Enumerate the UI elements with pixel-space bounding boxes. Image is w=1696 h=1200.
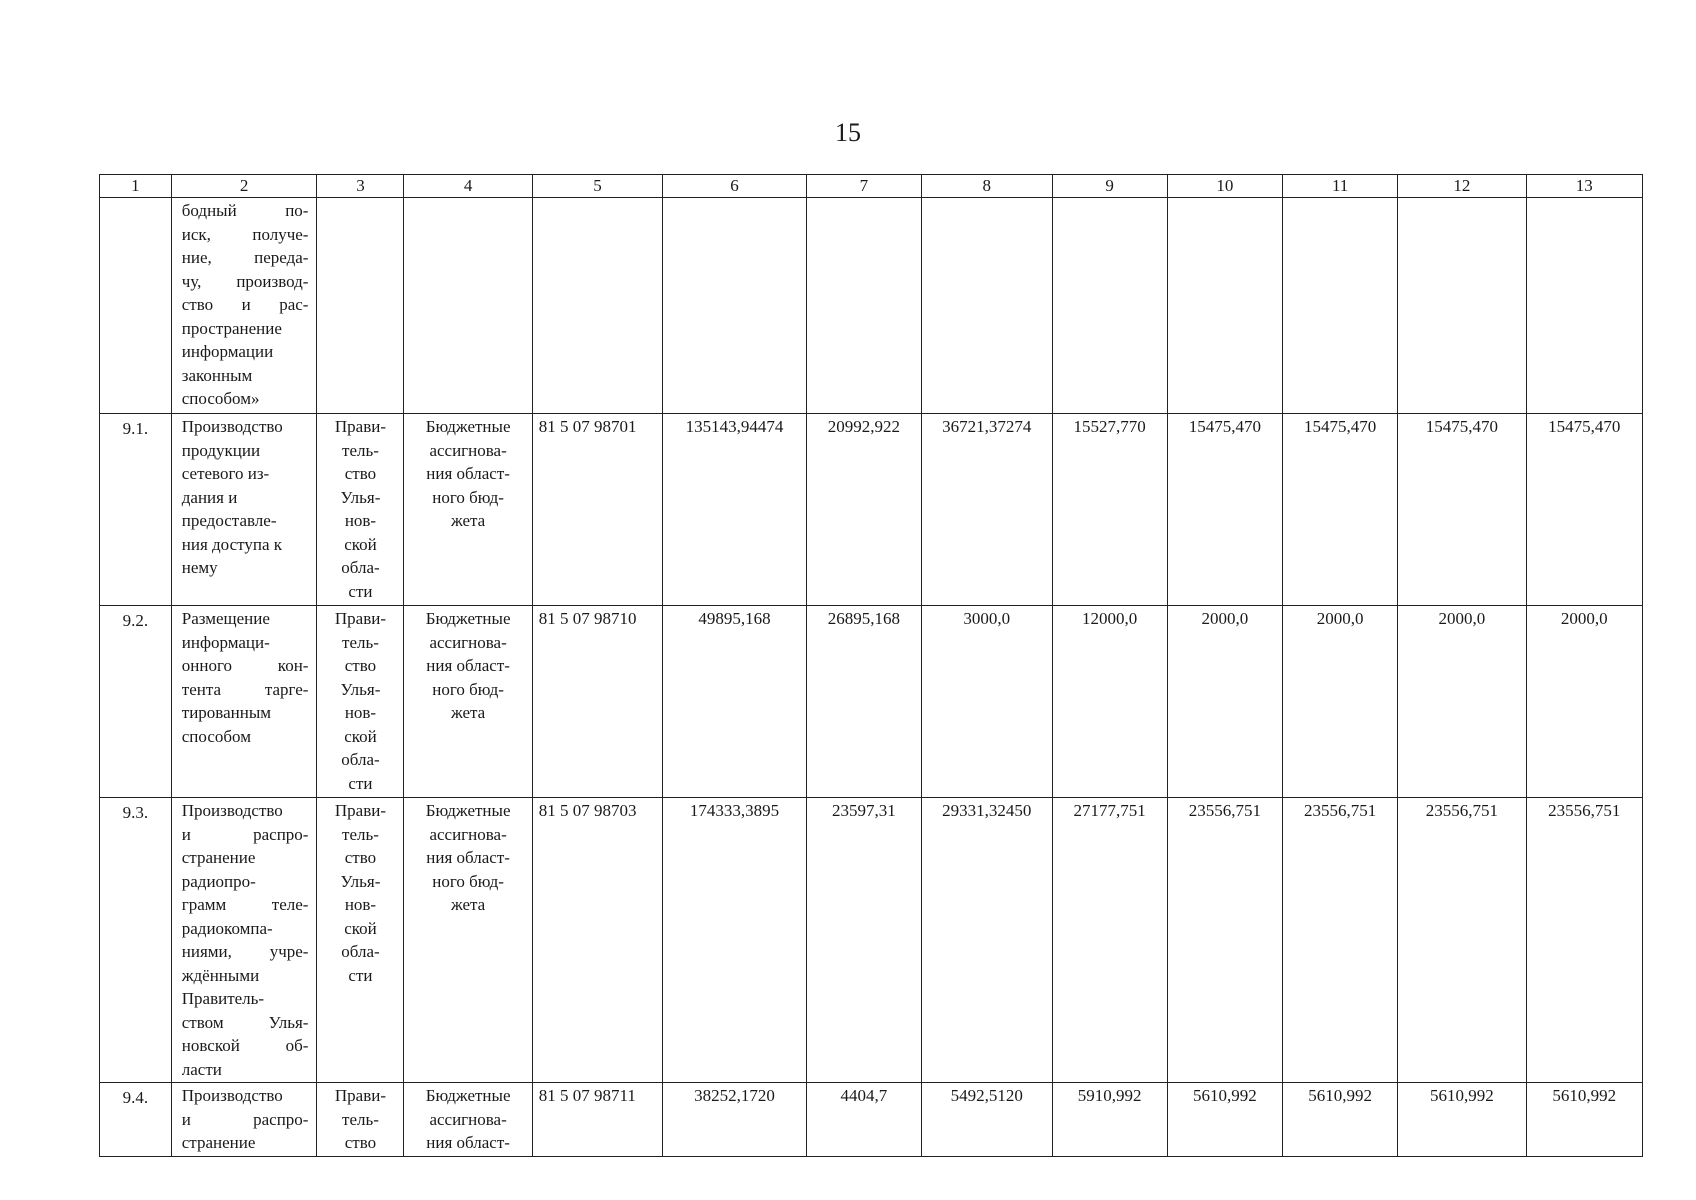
value-cell: 15475,470 <box>1398 414 1526 606</box>
index-cell: 9.3. <box>100 798 172 1083</box>
source-line: жета <box>450 895 486 914</box>
responsible-line: тель- <box>342 440 379 460</box>
responsible-cell <box>317 798 404 1083</box>
description-cell <box>171 414 317 606</box>
value-cell: 15475,470 <box>1167 414 1282 606</box>
responsible-line: ство <box>344 848 377 867</box>
table-row-9-3 <box>100 798 1643 1083</box>
description-cell <box>171 798 317 1083</box>
responsible-line: сти <box>348 773 373 793</box>
source-line: ния област- <box>426 656 510 675</box>
responsible-line: Прави- <box>334 801 387 820</box>
value-cell: 5910,992 <box>1052 1083 1167 1157</box>
index-cell: 9.2. <box>100 606 172 798</box>
column-header: 13 <box>1526 175 1642 198</box>
value-cell: 15527,770 <box>1052 414 1167 606</box>
value-cell: 38252,1720 <box>663 1083 807 1157</box>
value-cell: 3000,0 <box>922 606 1052 798</box>
description-line: тента тарге- <box>181 679 309 699</box>
value-cell <box>806 198 921 414</box>
index-cell: 9.4. <box>100 1083 172 1157</box>
column-header: 4 <box>404 175 532 198</box>
description-line: способом <box>181 726 251 746</box>
source-line: жета <box>450 511 486 530</box>
description-cell <box>171 606 317 798</box>
description-line: дания и <box>181 487 238 507</box>
value-cell <box>1167 198 1282 414</box>
source-line: ния област- <box>426 464 510 483</box>
description-cell <box>171 1083 317 1157</box>
value-cell: 2000,0 <box>1526 606 1642 798</box>
source-cell <box>404 1083 532 1157</box>
source-line: ассигнова- <box>429 1109 507 1129</box>
value-cell: 15475,470 <box>1526 414 1642 606</box>
description-line: грамм теле- <box>181 895 309 914</box>
responsible-line: нов- <box>344 511 377 530</box>
value-cell: 36721,37274 <box>922 414 1052 606</box>
value-cell <box>1052 198 1167 414</box>
code-cell: 81 5 07 98711 <box>532 1083 662 1157</box>
table-row-9-1 <box>100 414 1643 606</box>
responsible-cell <box>317 1083 404 1157</box>
description-line: Производство <box>181 801 283 820</box>
responsible-line: Улья- <box>340 679 381 699</box>
responsible-line: нов- <box>344 703 377 722</box>
description-line: ждёнными <box>181 965 260 985</box>
column-header: 2 <box>171 175 317 198</box>
responsible-line: обла- <box>341 558 380 577</box>
index-cell <box>100 198 172 414</box>
description-line: тированным <box>181 703 272 722</box>
description-line: ниями, учре- <box>181 942 309 961</box>
source-line: Бюджетные <box>425 417 511 436</box>
value-cell: 5610,992 <box>1283 1083 1398 1157</box>
value-cell <box>1398 198 1526 414</box>
source-line: ного бюд- <box>432 679 504 699</box>
source-line: ассигнова- <box>429 440 507 460</box>
value-cell: 23556,751 <box>1526 798 1642 1083</box>
responsible-line: Улья- <box>340 487 381 507</box>
responsible-line: ской <box>344 726 377 746</box>
responsible-line: Прави- <box>334 609 387 628</box>
description-line: Производство <box>181 417 283 436</box>
value-cell: 23556,751 <box>1398 798 1526 1083</box>
value-cell: 23556,751 <box>1167 798 1282 1083</box>
responsible-line: нов- <box>344 895 377 914</box>
source-line: ассигнова- <box>429 632 507 652</box>
value-cell: 12000,0 <box>1052 606 1167 798</box>
value-cell: 2000,0 <box>1167 606 1282 798</box>
source-line: ного бюд- <box>432 487 504 507</box>
source-line: Бюджетные <box>425 1086 511 1105</box>
source-cell <box>404 606 532 798</box>
value-cell <box>1283 198 1398 414</box>
description-line: сетевого из- <box>181 464 270 483</box>
column-header: 5 <box>532 175 662 198</box>
responsible-cell <box>317 606 404 798</box>
description-line: новской об- <box>181 1036 309 1055</box>
source-line: жета <box>450 703 486 722</box>
description-line: чу, производ- <box>181 271 309 291</box>
table-row-9-4 <box>100 1083 1643 1157</box>
value-cell: 29331,32450 <box>922 798 1052 1083</box>
description-line: Размещение <box>181 609 270 628</box>
responsible-line: ство <box>344 656 377 675</box>
value-cell: 5492,5120 <box>922 1083 1052 1157</box>
code-cell: 81 5 07 98701 <box>532 414 662 606</box>
responsible-line: Улья- <box>340 871 381 891</box>
description-line: предоставле- <box>181 511 277 530</box>
budget-table <box>99 174 1643 1157</box>
responsible-line: сти <box>348 965 373 985</box>
column-header: 3 <box>317 175 404 198</box>
value-cell <box>1526 198 1642 414</box>
description-line: информации <box>181 342 274 361</box>
description-line: ния доступа к <box>181 534 283 554</box>
source-line: Бюджетные <box>425 801 511 820</box>
column-header: 8 <box>922 175 1052 198</box>
responsible-line: тель- <box>342 632 379 652</box>
value-cell: 23597,31 <box>806 798 921 1083</box>
source-line: ния област- <box>426 1133 510 1152</box>
value-cell: 135143,94474 <box>663 414 807 606</box>
value-cell <box>922 198 1052 414</box>
table-row-9-2 <box>100 606 1643 798</box>
value-cell: 5610,992 <box>1526 1083 1642 1157</box>
page-number: 15 <box>835 118 861 147</box>
description-line: ством Улья- <box>181 1012 309 1032</box>
value-cell: 27177,751 <box>1052 798 1167 1083</box>
description-line: Правитель- <box>181 989 265 1008</box>
description-line: ство и рас- <box>181 295 309 314</box>
value-cell: 174333,3895 <box>663 798 807 1083</box>
responsible-line: ской <box>344 534 377 554</box>
responsible-line: тель- <box>342 824 379 844</box>
source-cell <box>404 798 532 1083</box>
responsible-cell <box>317 414 404 606</box>
value-cell: 4404,7 <box>806 1083 921 1157</box>
description-line: радиопро- <box>181 871 256 891</box>
description-line: нему <box>181 558 218 577</box>
responsible-line: ство <box>344 1133 377 1152</box>
responsible-line: ство <box>344 464 377 483</box>
description-line: странение <box>181 848 256 867</box>
description-line: радиокомпа- <box>181 918 273 938</box>
value-cell: 2000,0 <box>1283 606 1398 798</box>
source-cell <box>404 198 532 414</box>
code-cell <box>532 198 662 414</box>
responsible-line: обла- <box>341 942 380 961</box>
description-line: бодный по- <box>181 201 309 220</box>
value-cell: 20992,922 <box>806 414 921 606</box>
description-cell <box>171 198 317 414</box>
description-line: продукции <box>181 440 261 460</box>
index-cell: 9.1. <box>100 414 172 606</box>
code-cell: 81 5 07 98710 <box>532 606 662 798</box>
responsible-line: сти <box>348 581 373 601</box>
responsible-line: Прави- <box>334 1086 387 1105</box>
description-line: законным <box>181 365 253 385</box>
table-header-row <box>100 175 1643 198</box>
description-line: и распро- <box>181 1109 309 1129</box>
description-line: пространение <box>181 318 282 338</box>
column-header: 1 <box>100 175 172 198</box>
column-header: 7 <box>806 175 921 198</box>
responsible-line: Прави- <box>334 417 387 436</box>
value-cell: 15475,470 <box>1283 414 1398 606</box>
value-cell: 26895,168 <box>806 606 921 798</box>
value-cell <box>663 198 807 414</box>
responsible-cell <box>317 198 404 414</box>
value-cell: 49895,168 <box>663 606 807 798</box>
source-line: Бюджетные <box>425 609 511 628</box>
description-line: способом» <box>181 389 260 408</box>
description-line: странение <box>181 1133 256 1152</box>
column-header: 11 <box>1283 175 1398 198</box>
description-line: информаци- <box>181 632 270 652</box>
description-line: и распро- <box>181 824 309 844</box>
responsible-line: обла- <box>341 750 380 769</box>
value-cell: 23556,751 <box>1283 798 1398 1083</box>
source-line: ассигнова- <box>429 824 507 844</box>
responsible-line: ской <box>344 918 377 938</box>
value-cell: 5610,992 <box>1398 1083 1526 1157</box>
column-header: 9 <box>1052 175 1167 198</box>
responsible-line: тель- <box>342 1109 379 1129</box>
code-cell: 81 5 07 98703 <box>532 798 662 1083</box>
description-line: онного кон- <box>181 656 309 675</box>
column-header: 6 <box>663 175 807 198</box>
source-line: ного бюд- <box>432 871 504 891</box>
description-line: ласти <box>181 1059 222 1079</box>
value-cell: 5610,992 <box>1167 1083 1282 1157</box>
column-header: 10 <box>1167 175 1282 198</box>
source-cell <box>404 414 532 606</box>
value-cell: 2000,0 <box>1398 606 1526 798</box>
description-line: Производство <box>181 1086 283 1105</box>
description-line: ние, переда- <box>181 248 309 267</box>
column-header: 12 <box>1398 175 1526 198</box>
source-line: ния област- <box>426 848 510 867</box>
table-row-continuation <box>100 198 1643 414</box>
description-line: иск, получе- <box>181 224 309 244</box>
